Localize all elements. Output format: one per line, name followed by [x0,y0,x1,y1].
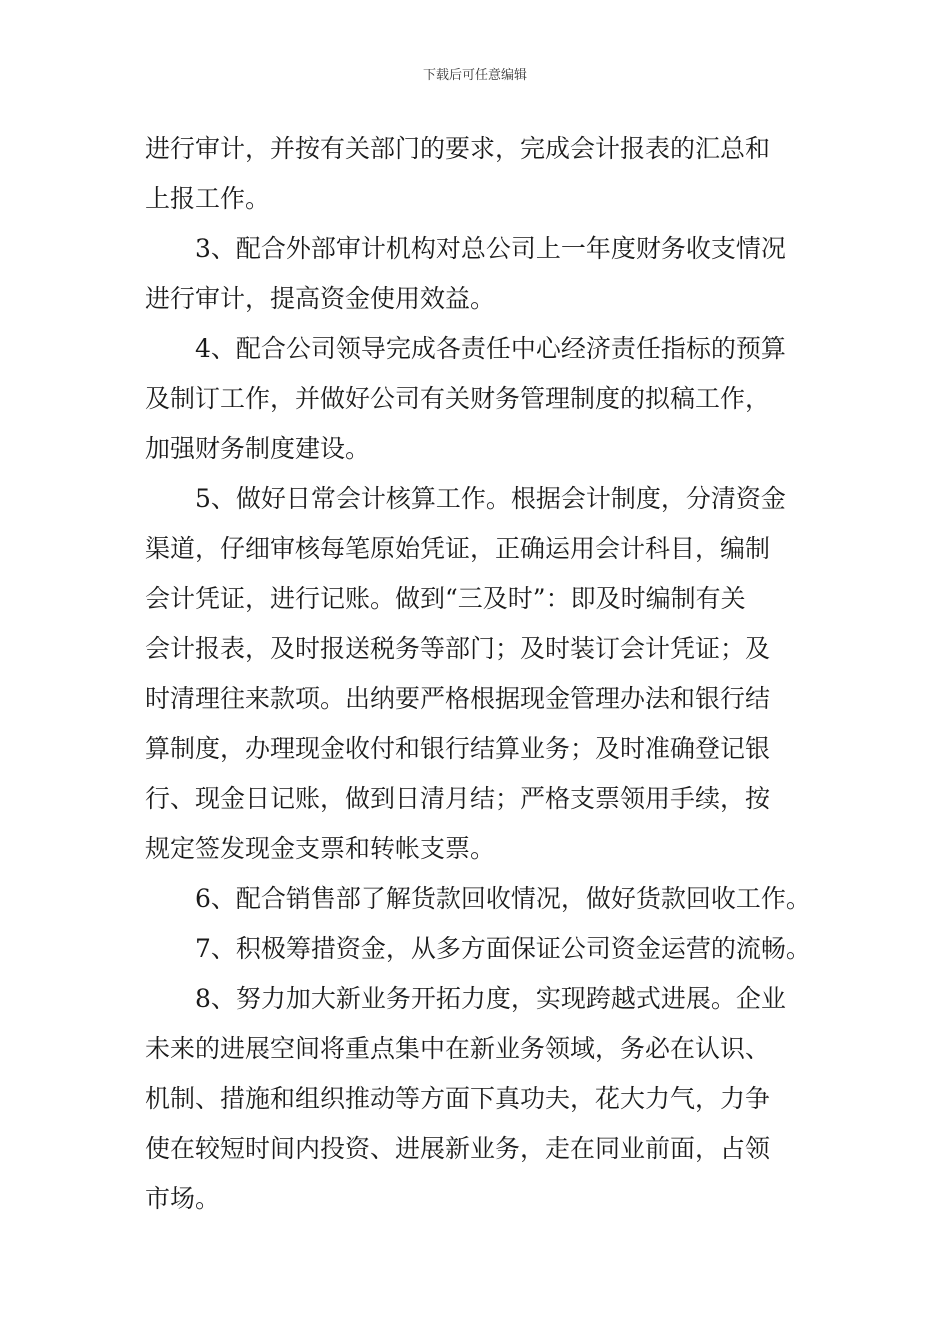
text-line: 5、做好日常会计核算工作。根据会计制度，分清资金 [195,484,786,513]
text-line: 时清理往来款项。出纳要严格根据现金管理办法和银行结 [145,684,771,713]
text-line: 3、配合外部审计机构对总公司上一年度财务收支情况 [195,234,786,263]
page-header: 下载后可任意编辑 [422,68,527,83]
document-body [145,124,815,1224]
text-line: 进行审计，提高资金使用效益。 [145,284,496,313]
paragraph-item-7 [145,924,815,974]
text-line: 及制订工作，并做好公司有关财务管理制度的拟稿工作， [145,384,771,413]
text-line: 7、积极筹措资金，从多方面保证公司资金运营的流畅。 [195,934,811,963]
text-line: 机制、措施和组织推动等方面下真功夫，花大力气，力争 [145,1084,771,1113]
text-line: 4、配合公司领导完成各责任中心经济责任指标的预算 [195,334,786,363]
text-line: 加强财务制度建设。 [145,434,371,463]
text-line: 进行审计，并按有关部门的要求，完成会计报表的汇总和 [145,134,771,163]
text-line: 市场。 [145,1184,221,1213]
text-line: 渠道，仔细审核每笔原始凭证，正确运用会计科目，编制 [145,534,771,563]
text-line: 未来的进展空间将重点集中在新业务领域，务必在认识、 [145,1034,771,1063]
text-line: 使在较短时间内投资、进展新业务，走在同业前面，占领 [145,1134,771,1163]
text-line: 会计报表，及时报送税务等部门；及时装订会计凭证；及 [145,634,771,663]
text-line: 上报工作。 [145,184,271,213]
paragraph-item-5 [145,474,815,874]
text-line: 算制度，办理现金收付和银行结算业务；及时准确登记银 [145,734,771,763]
paragraph-item-6 [145,874,815,924]
text-line: 行、现金日记账，做到日清月结；严格支票领用手续，按 [145,784,771,813]
text-line: 6、配合销售部了解货款回收情况，做好货款回收工作。 [195,884,811,913]
text-line: 8、努力加大新业务开拓力度，实现跨越式进展。企业 [195,984,786,1013]
text-line: 规定签发现金支票和转帐支票。 [145,834,496,863]
paragraph-item-8 [145,974,815,1224]
paragraph-item-3 [145,224,815,324]
paragraph-item-4 [145,324,815,474]
text-line: 会计凭证，进行记账。做到“三及时”：即及时编制有关 [145,584,746,613]
paragraph-audit-continuation [145,124,815,224]
